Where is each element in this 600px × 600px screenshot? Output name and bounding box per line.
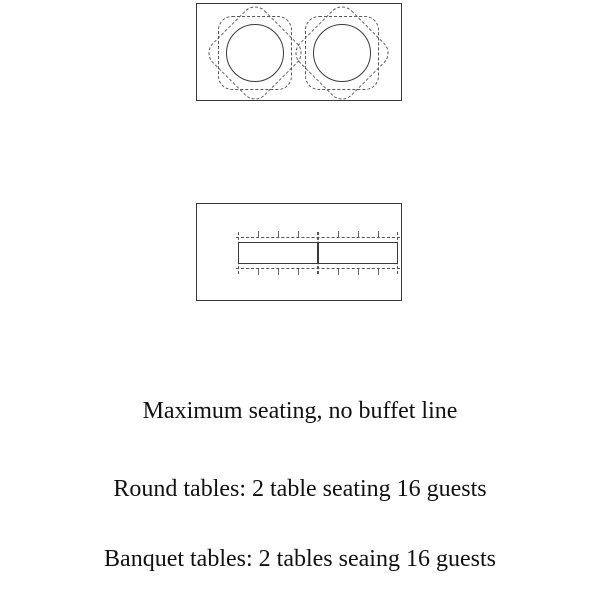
seat-tick-top-1 [258,231,259,237]
round-table-room [196,3,402,101]
seat-tick-bottom-2 [278,269,279,275]
seat-tick-top-6 [378,231,379,237]
seat-tick-bottom-6 [378,269,379,275]
seat-tick-bottom-4 [338,269,339,275]
seat-tick-bottom-3 [298,269,299,275]
seat-tick-top-5 [358,231,359,237]
caption-round-tables: Round tables: 2 table seating 16 guests [113,476,487,502]
banquet-table-1 [238,242,318,264]
seat-tick-top-4 [338,231,339,237]
seat-tick-top-3 [298,231,299,237]
round-table-1 [226,24,284,82]
caption-block [0,380,600,574]
caption-title: Maximum seating, no buffet line [142,398,458,424]
seat-tick-bottom-5 [358,269,359,275]
seat-tick-bottom-1 [258,269,259,275]
banquet-table-2 [318,242,398,264]
round-table-1-group [218,16,292,90]
seat-tick-top-2 [278,231,279,237]
caption-banquet-tables: Banquet tables: 2 tables seaing 16 guests [104,546,496,572]
round-table-2-group [305,16,379,90]
round-table-2 [313,24,371,82]
banquet-table-group [236,237,400,269]
banquet-table-room [196,203,402,301]
